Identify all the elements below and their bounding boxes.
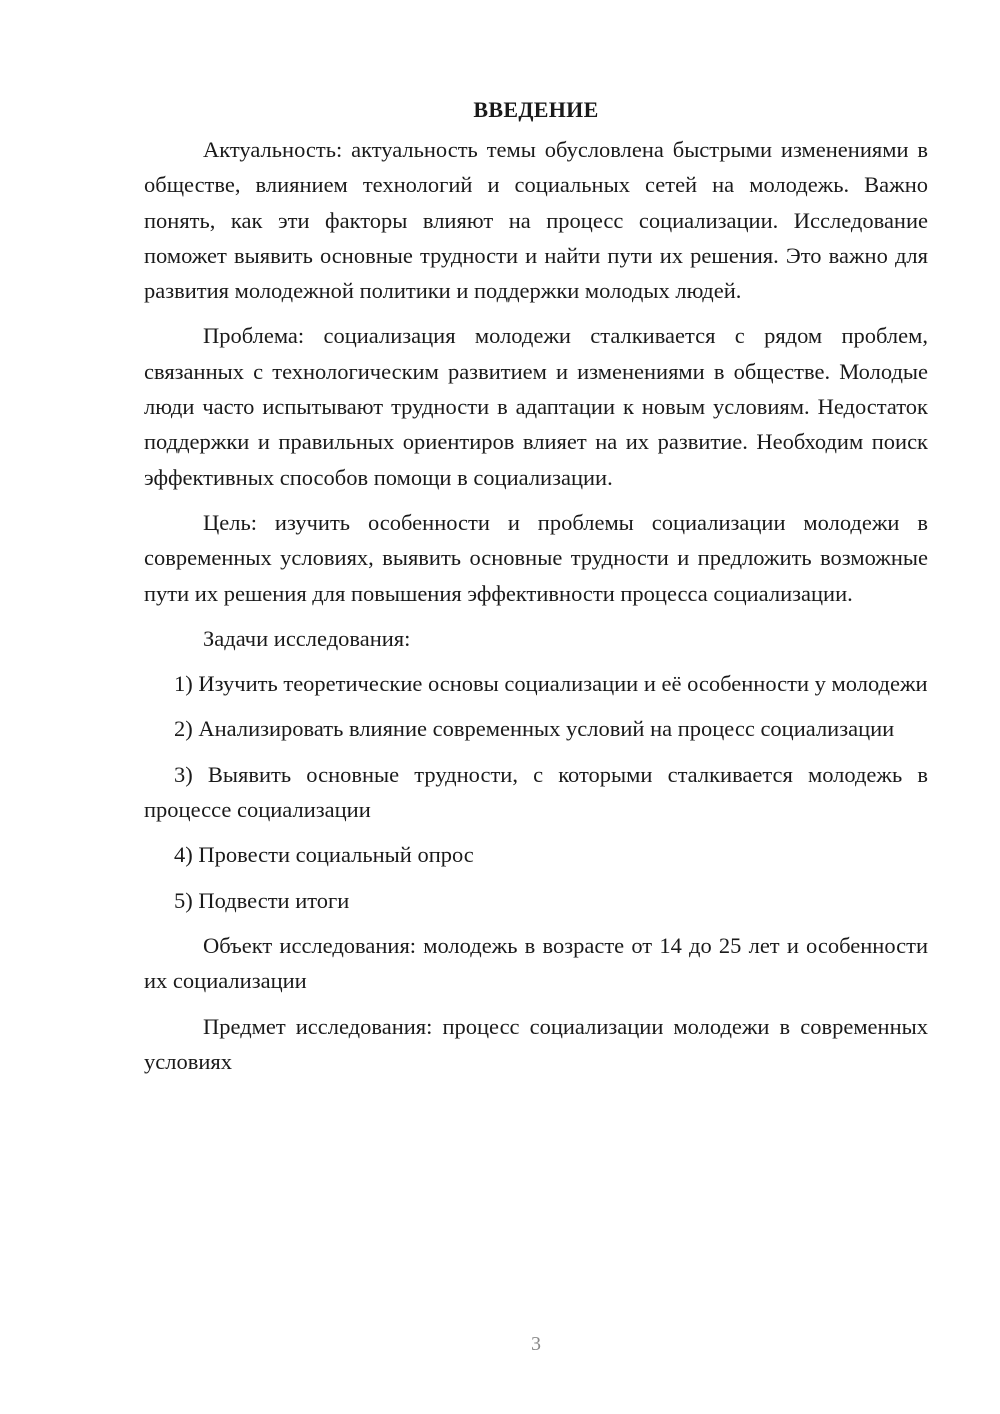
section-heading: ВВЕДЕНИЕ: [473, 97, 599, 122]
tasks-label: Задачи исследования:: [203, 625, 411, 651]
page-number: 3: [531, 1333, 541, 1355]
task-item-5: 5) Подвести итоги: [174, 887, 350, 913]
task-item-3: 3) Выявить основные трудности, с которыми сталкивается молодежь в процессе социализации: [144, 761, 928, 823]
tasks-list: [144, 666, 928, 918]
subject-paragraph: Предмет исследования: процесс социализации молодежи в современных условиях: [144, 1013, 928, 1074]
task-item-4: 4) Провести социальный опрос: [174, 842, 474, 868]
relevance-paragraph: Актуальность: актуальность темы обусловлена быстрыми изменениями в обществе, влиянием технологий и социальных сетей на молодежь. Важно понять, как эти факторы влияют на процесс социализации. Исследование поможет выявить основные трудности и найти пути их решения. Это важно для развития молодежной политики и поддержки молодых людей.: [144, 137, 928, 304]
task-item-2: 2) Анализировать влияние современных условий на процесс социализации: [174, 716, 895, 742]
document-page: [144, 92, 928, 1089]
object-paragraph: Объект исследования: молодежь в возрасте от 14 до 25 лет и особенности их социализации: [144, 932, 928, 994]
goal-paragraph: Цель: изучить особенности и проблемы социализации молодежи в современных условиях, выявить основные трудности и предложить возможные пути их решения для повышения эффективности процесса социализации.: [144, 509, 928, 606]
task-item-1: 1) Изучить теоретические основы социализации и её особенности у молодежи: [174, 671, 928, 697]
problem-paragraph: Проблема: социализация молодежи сталкивается с рядом проблем, связанных с технологическим развитием и изменениями в обществе. Молодые люди часто испытывают трудности в адаптации к новым условиям. Недостаток поддержки и правильных ориентиров влияет на их развитие. Необходим поиск эффективных способов помощи в социализации.: [144, 323, 928, 490]
